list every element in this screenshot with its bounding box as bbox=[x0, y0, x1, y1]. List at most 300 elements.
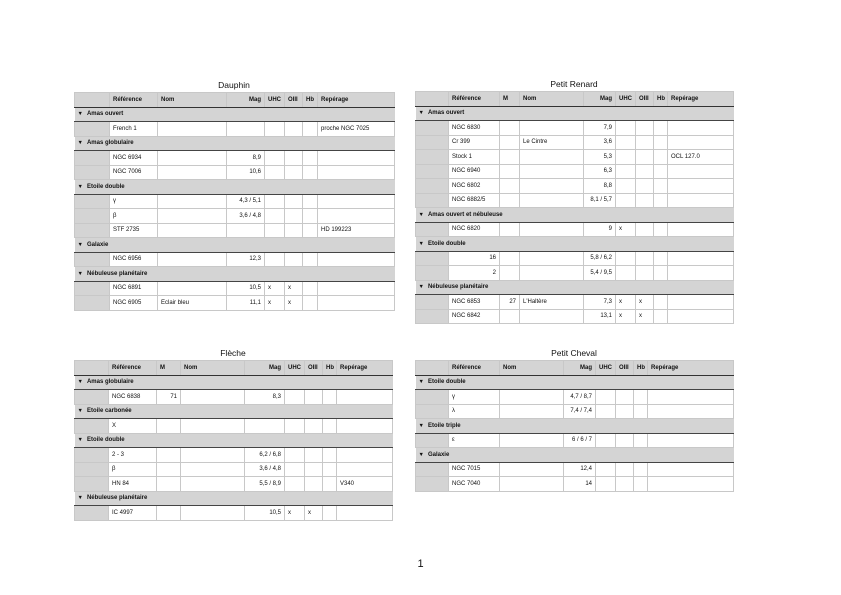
cell-uhc bbox=[616, 135, 636, 150]
cell-hb bbox=[654, 164, 668, 179]
cell-nom bbox=[520, 193, 584, 208]
cell-oiii bbox=[636, 251, 654, 266]
cell-m bbox=[500, 222, 520, 237]
header-gutter bbox=[416, 92, 449, 107]
row-gutter bbox=[416, 295, 449, 310]
group-cell bbox=[416, 106, 734, 121]
cell-nom bbox=[520, 121, 584, 136]
table-row bbox=[416, 150, 734, 165]
row-gutter bbox=[416, 433, 449, 448]
cell-hb bbox=[303, 209, 318, 224]
cell-uhc bbox=[616, 164, 636, 179]
cell-rep bbox=[668, 193, 734, 208]
group-row bbox=[75, 238, 395, 253]
cell-hb bbox=[654, 135, 668, 150]
cell-rep bbox=[318, 151, 395, 166]
cell-hb bbox=[634, 404, 648, 419]
group-label: Amas globulaire bbox=[86, 379, 134, 386]
group-row bbox=[75, 267, 395, 282]
group-row bbox=[416, 375, 734, 390]
cell-oiii: x bbox=[285, 296, 303, 311]
cell-ref: 2 bbox=[449, 266, 500, 281]
column-header-hb: Hb bbox=[654, 92, 668, 107]
cell-mag: 12,3 bbox=[227, 252, 265, 267]
cell-oiii: x bbox=[305, 506, 323, 521]
row-gutter bbox=[75, 122, 110, 137]
cell-nom bbox=[181, 506, 245, 521]
cell-nom bbox=[500, 404, 564, 419]
table-row bbox=[75, 419, 393, 434]
cell-mag: 3,6 / 4,8 bbox=[245, 462, 285, 477]
cell-hb bbox=[303, 281, 318, 296]
cell-mag: 5,3 bbox=[584, 150, 616, 165]
table-row bbox=[416, 266, 734, 281]
table-row bbox=[75, 296, 395, 311]
row-gutter bbox=[416, 309, 449, 324]
cell-rep bbox=[668, 266, 734, 281]
group-row bbox=[75, 136, 395, 151]
cell-nom bbox=[520, 222, 584, 237]
cell-hb bbox=[654, 222, 668, 237]
cell-rep bbox=[648, 390, 734, 405]
cell-rep bbox=[337, 448, 393, 463]
group-cell bbox=[416, 375, 734, 390]
row-gutter bbox=[416, 150, 449, 165]
group-cell bbox=[75, 180, 395, 195]
header-row bbox=[75, 93, 395, 108]
cell-m bbox=[157, 506, 181, 521]
group-row bbox=[75, 375, 393, 390]
cell-ref: NGC 6838 bbox=[109, 390, 157, 405]
cell-rep bbox=[668, 295, 734, 310]
cell-uhc: x bbox=[265, 281, 285, 296]
table-title: Petit Cheval bbox=[551, 348, 597, 358]
cell-uhc bbox=[596, 462, 616, 477]
cell-hb bbox=[634, 462, 648, 477]
cell-oiii bbox=[616, 390, 634, 405]
cell-rep bbox=[648, 433, 734, 448]
cell-mag: 5,8 / 6,2 bbox=[584, 251, 616, 266]
column-header-mag: Mag bbox=[564, 361, 596, 376]
cell-nom: Eclair bleu bbox=[158, 296, 227, 311]
group-cell bbox=[75, 375, 393, 390]
cell-nom bbox=[158, 122, 227, 137]
group-row bbox=[416, 448, 734, 463]
row-gutter bbox=[75, 194, 110, 209]
column-header-nom: Nom bbox=[158, 93, 227, 108]
column-header-nom: Nom bbox=[520, 92, 584, 107]
cell-ref: Cr 399 bbox=[449, 135, 500, 150]
cell-uhc bbox=[265, 122, 285, 137]
group-label: Amas ouvert bbox=[86, 111, 124, 118]
cell-nom bbox=[520, 150, 584, 165]
cell-ref: NGC 6802 bbox=[449, 179, 500, 194]
group-row bbox=[416, 280, 734, 295]
cell-nom bbox=[520, 266, 584, 281]
group-cell bbox=[75, 238, 395, 253]
group-label: Etoile double bbox=[427, 240, 466, 247]
column-header-uhc: UHC bbox=[616, 92, 636, 107]
cell-mag: 5,4 / 9,5 bbox=[584, 266, 616, 281]
cell-uhc bbox=[616, 251, 636, 266]
cell-uhc bbox=[596, 433, 616, 448]
table-row bbox=[416, 433, 734, 448]
cell-uhc bbox=[285, 477, 305, 492]
column-header-oiii: OIII bbox=[616, 361, 634, 376]
cell-oiii bbox=[285, 122, 303, 137]
cell-mag: 3,6 bbox=[584, 135, 616, 150]
column-header-ref: Référence bbox=[109, 361, 157, 376]
column-header-oiii: OIII bbox=[636, 92, 654, 107]
cell-m bbox=[500, 251, 520, 266]
cell-ref: NGC 6853 bbox=[449, 295, 500, 310]
cell-uhc bbox=[616, 266, 636, 281]
group-cell bbox=[416, 419, 734, 434]
header-row bbox=[75, 361, 393, 376]
cell-uhc bbox=[285, 462, 305, 477]
column-header-rep: Repérage bbox=[337, 361, 393, 376]
cell-nom bbox=[520, 309, 584, 324]
cell-rep bbox=[318, 281, 395, 296]
disclosure-triangle-icon: ▼ bbox=[77, 241, 83, 248]
row-gutter bbox=[416, 135, 449, 150]
column-header-hb: Hb bbox=[634, 361, 648, 376]
cell-uhc bbox=[285, 419, 305, 434]
cell-mag: 7,9 bbox=[584, 121, 616, 136]
cell-mag: 14 bbox=[564, 477, 596, 492]
column-header-rep: Repérage bbox=[668, 92, 734, 107]
cell-nom bbox=[181, 462, 245, 477]
disclosure-triangle-icon: ▼ bbox=[418, 422, 424, 429]
table-row bbox=[416, 462, 734, 477]
table-fleche bbox=[74, 346, 392, 521]
cell-nom bbox=[158, 194, 227, 209]
cell-rep bbox=[668, 179, 734, 194]
row-gutter bbox=[75, 281, 110, 296]
cell-nom bbox=[158, 281, 227, 296]
cell-mag: 5,5 / 8,9 bbox=[245, 477, 285, 492]
row-gutter bbox=[416, 179, 449, 194]
cell-mag: 9 bbox=[584, 222, 616, 237]
cell-rep bbox=[668, 121, 734, 136]
disclosure-triangle-icon: ▼ bbox=[77, 111, 83, 118]
cell-ref: NGC 7015 bbox=[449, 462, 500, 477]
cell-mag: 8,8 bbox=[584, 179, 616, 194]
cell-ref: NGC 7006 bbox=[110, 165, 158, 180]
cell-mag bbox=[245, 419, 285, 434]
table-row bbox=[416, 222, 734, 237]
row-gutter bbox=[416, 462, 449, 477]
cell-mag: 13,1 bbox=[584, 309, 616, 324]
row-gutter bbox=[416, 121, 449, 136]
cell-mag: 8,9 bbox=[227, 151, 265, 166]
row-gutter bbox=[75, 165, 110, 180]
group-cell bbox=[75, 404, 393, 419]
table-title: Flèche bbox=[220, 348, 246, 358]
data-table bbox=[415, 360, 734, 492]
cell-ref: 2 - 3 bbox=[109, 448, 157, 463]
cell-ref: γ bbox=[449, 390, 500, 405]
cell-ref: IC 4997 bbox=[109, 506, 157, 521]
cell-m bbox=[500, 164, 520, 179]
cell-rep bbox=[668, 164, 734, 179]
table-row bbox=[416, 390, 734, 405]
cell-oiii bbox=[616, 404, 634, 419]
cell-mag: 11,1 bbox=[227, 296, 265, 311]
group-label: Etoile double bbox=[86, 183, 125, 190]
cell-oiii bbox=[285, 252, 303, 267]
table-petit-cheval bbox=[415, 346, 733, 492]
cell-ref: NGC 7040 bbox=[449, 477, 500, 492]
cell-nom bbox=[181, 477, 245, 492]
cell-hb bbox=[303, 223, 318, 238]
column-header-nom: Nom bbox=[500, 361, 564, 376]
cell-hb bbox=[654, 121, 668, 136]
cell-mag: 7,3 bbox=[584, 295, 616, 310]
data-table bbox=[415, 91, 734, 324]
cell-rep bbox=[648, 477, 734, 492]
cell-oiii bbox=[305, 390, 323, 405]
cell-hb bbox=[323, 477, 337, 492]
cell-mag: 4,3 / 5,1 bbox=[227, 194, 265, 209]
row-gutter bbox=[416, 477, 449, 492]
cell-rep bbox=[318, 194, 395, 209]
table-row bbox=[75, 506, 393, 521]
row-gutter bbox=[416, 266, 449, 281]
row-gutter bbox=[416, 390, 449, 405]
cell-hb bbox=[634, 390, 648, 405]
disclosure-triangle-icon: ▼ bbox=[418, 284, 424, 291]
row-gutter bbox=[75, 448, 109, 463]
cell-m bbox=[157, 462, 181, 477]
cell-nom bbox=[500, 433, 564, 448]
cell-uhc bbox=[285, 390, 305, 405]
cell-uhc: x bbox=[616, 309, 636, 324]
cell-ref: λ bbox=[449, 404, 500, 419]
cell-oiii bbox=[636, 164, 654, 179]
table-row bbox=[75, 122, 395, 137]
cell-oiii bbox=[285, 165, 303, 180]
cell-m bbox=[500, 266, 520, 281]
row-gutter bbox=[75, 477, 109, 492]
cell-nom bbox=[500, 477, 564, 492]
disclosure-triangle-icon: ▼ bbox=[77, 270, 83, 277]
cell-nom bbox=[158, 252, 227, 267]
cell-oiii bbox=[305, 477, 323, 492]
cell-ref: β bbox=[110, 209, 158, 224]
cell-hb bbox=[654, 179, 668, 194]
column-header-ref: Référence bbox=[110, 93, 158, 108]
cell-rep bbox=[318, 252, 395, 267]
cell-rep bbox=[668, 251, 734, 266]
table-row bbox=[75, 165, 395, 180]
disclosure-triangle-icon: ▼ bbox=[77, 140, 83, 147]
cell-nom: Le Cintre bbox=[520, 135, 584, 150]
cell-mag: 10,5 bbox=[245, 506, 285, 521]
cell-rep bbox=[668, 309, 734, 324]
row-gutter bbox=[75, 209, 110, 224]
disclosure-triangle-icon: ▼ bbox=[418, 451, 424, 458]
group-label: Etoile carbonée bbox=[86, 408, 132, 415]
cell-rep bbox=[668, 135, 734, 150]
cell-oiii bbox=[636, 193, 654, 208]
cell-oiii bbox=[285, 151, 303, 166]
cell-uhc bbox=[265, 252, 285, 267]
column-header-hb: Hb bbox=[303, 93, 318, 108]
cell-mag: 4,7 / 8,7 bbox=[564, 390, 596, 405]
row-gutter bbox=[416, 222, 449, 237]
cell-uhc bbox=[616, 193, 636, 208]
cell-rep bbox=[337, 390, 393, 405]
data-table bbox=[74, 360, 393, 521]
group-row bbox=[75, 433, 393, 448]
cell-nom: L'Haltère bbox=[520, 295, 584, 310]
column-header-uhc: UHC bbox=[596, 361, 616, 376]
cell-hb bbox=[303, 165, 318, 180]
cell-ref: NGC 6820 bbox=[449, 222, 500, 237]
cell-oiii bbox=[305, 448, 323, 463]
cell-mag bbox=[227, 223, 265, 238]
cell-mag: 8,1 / 5,7 bbox=[584, 193, 616, 208]
group-cell bbox=[75, 433, 393, 448]
cell-uhc bbox=[616, 150, 636, 165]
row-gutter bbox=[75, 390, 109, 405]
cell-ref: French 1 bbox=[110, 122, 158, 137]
table-row bbox=[416, 404, 734, 419]
cell-nom bbox=[520, 179, 584, 194]
column-header-nom: Nom bbox=[181, 361, 245, 376]
cell-oiii: x bbox=[285, 281, 303, 296]
group-row bbox=[416, 208, 734, 223]
header-gutter bbox=[75, 361, 109, 376]
cell-m bbox=[500, 309, 520, 324]
disclosure-triangle-icon: ▼ bbox=[418, 240, 424, 247]
cell-uhc bbox=[265, 194, 285, 209]
cell-hb bbox=[303, 151, 318, 166]
cell-uhc bbox=[616, 179, 636, 194]
table-row bbox=[416, 309, 734, 324]
cell-m bbox=[157, 419, 181, 434]
disclosure-triangle-icon: ▼ bbox=[77, 183, 83, 190]
cell-oiii: x bbox=[636, 309, 654, 324]
group-label: Nébuleuse planétaire bbox=[427, 284, 489, 291]
cell-oiii bbox=[305, 419, 323, 434]
cell-m bbox=[500, 121, 520, 136]
table-dauphin bbox=[74, 78, 394, 311]
group-row bbox=[75, 107, 395, 122]
table-row bbox=[416, 477, 734, 492]
cell-nom bbox=[520, 251, 584, 266]
column-header-uhc: UHC bbox=[265, 93, 285, 108]
cell-oiii bbox=[636, 179, 654, 194]
cell-oiii bbox=[636, 266, 654, 281]
cell-ref: HN 84 bbox=[109, 477, 157, 492]
cell-m: 27 bbox=[500, 295, 520, 310]
cell-ref: 16 bbox=[449, 251, 500, 266]
cell-hb bbox=[634, 433, 648, 448]
group-row bbox=[416, 419, 734, 434]
column-header-rep: Repérage bbox=[648, 361, 734, 376]
data-table bbox=[74, 92, 395, 311]
group-label: Galaxie bbox=[86, 241, 109, 248]
cell-rep bbox=[318, 165, 395, 180]
cell-ref: NGC 6882/5 bbox=[449, 193, 500, 208]
cell-rep bbox=[668, 222, 734, 237]
cell-nom bbox=[181, 419, 245, 434]
table-title: Petit Renard bbox=[550, 79, 598, 89]
cell-ref: X bbox=[109, 419, 157, 434]
group-cell bbox=[416, 448, 734, 463]
cell-nom bbox=[158, 151, 227, 166]
column-header-mag: Mag bbox=[584, 92, 616, 107]
group-row bbox=[75, 180, 395, 195]
cell-ref: NGC 6940 bbox=[449, 164, 500, 179]
row-gutter bbox=[75, 419, 109, 434]
cell-mag: 6 / 6 / 7 bbox=[564, 433, 596, 448]
cell-oiii bbox=[285, 194, 303, 209]
group-label: Galaxie bbox=[427, 451, 450, 458]
table-row bbox=[75, 281, 395, 296]
cell-m bbox=[157, 477, 181, 492]
table-row bbox=[416, 179, 734, 194]
table-row bbox=[75, 194, 395, 209]
group-cell bbox=[75, 267, 395, 282]
table-row bbox=[416, 251, 734, 266]
cell-m bbox=[157, 448, 181, 463]
disclosure-triangle-icon: ▼ bbox=[77, 379, 83, 386]
column-header-mag: Mag bbox=[227, 93, 265, 108]
cell-m bbox=[500, 179, 520, 194]
column-header-mag: Mag bbox=[245, 361, 285, 376]
cell-mag: 10,5 bbox=[227, 281, 265, 296]
cell-uhc bbox=[596, 477, 616, 492]
cell-rep bbox=[648, 462, 734, 477]
group-row bbox=[75, 404, 393, 419]
cell-hb bbox=[654, 251, 668, 266]
row-gutter bbox=[416, 193, 449, 208]
cell-m: 71 bbox=[157, 390, 181, 405]
row-gutter bbox=[75, 223, 110, 238]
row-gutter bbox=[75, 151, 110, 166]
row-gutter bbox=[75, 506, 109, 521]
cell-uhc: x bbox=[616, 222, 636, 237]
column-header-oiii: OIII bbox=[305, 361, 323, 376]
group-label: Etoile double bbox=[427, 379, 466, 386]
group-label: Nébuleuse planétaire bbox=[86, 270, 148, 277]
cell-mag: 12,4 bbox=[564, 462, 596, 477]
cell-mag: 8,3 bbox=[245, 390, 285, 405]
cell-mag bbox=[227, 122, 265, 137]
table-row bbox=[75, 252, 395, 267]
row-gutter bbox=[75, 252, 110, 267]
cell-uhc bbox=[616, 121, 636, 136]
cell-rep bbox=[648, 404, 734, 419]
cell-hb bbox=[303, 194, 318, 209]
table-row bbox=[416, 121, 734, 136]
group-row bbox=[75, 491, 393, 506]
table-row bbox=[75, 209, 395, 224]
page-number: 1 bbox=[417, 558, 424, 570]
group-row bbox=[416, 237, 734, 252]
cell-hb bbox=[323, 419, 337, 434]
cell-rep: OCL 127.0 bbox=[668, 150, 734, 165]
group-label: Amas globulaire bbox=[86, 140, 134, 147]
row-gutter bbox=[416, 164, 449, 179]
cell-rep bbox=[337, 462, 393, 477]
table-title: Dauphin bbox=[218, 80, 250, 90]
header-gutter bbox=[75, 93, 110, 108]
cell-hb bbox=[634, 477, 648, 492]
